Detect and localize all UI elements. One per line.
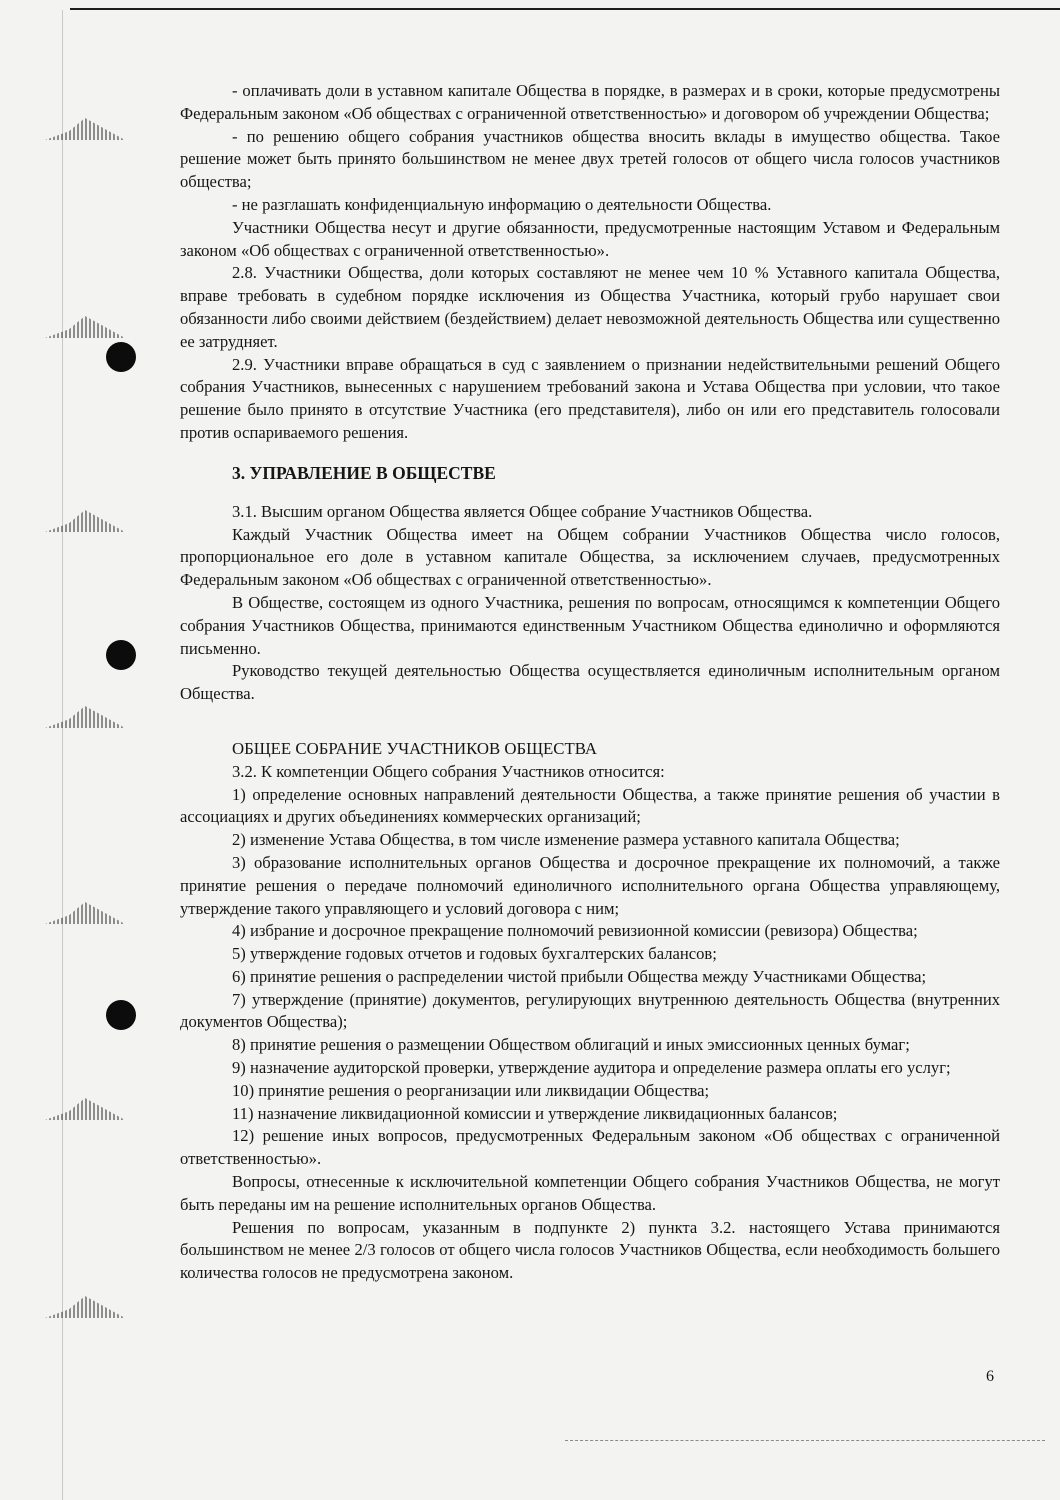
competence-item-11: 11) назначение ликвидационной комиссии и утверждение ликвидационных балансов; [232,1103,838,1123]
obligation-contributions: - по решению общего собрания участников общества вносить вклады в имущество общества. Такое решение может быть принято большинством не менее двух третей голосов от общего числа голосов участников общества; [180,126,1000,192]
punch-hole [106,640,136,670]
voting-majority-rule: Решения по вопросам, указанным в подпункте 2) пункта 3.2. настоящего Устава принимаются большинством не менее 2/3 голосов от общего числа голосов Участников Общества, если необходимость большего количества голосов не предусмотрена законом. [180,1217,1000,1283]
binding-mark [45,510,125,532]
obligation-pay-shares: - оплачивать доли в уставном капитале Общества в порядке, в размерах и в сроки, которые предусмотрены Федеральным законом «Об обществах с ограниченной ответственностью» и договором об учреждении Общества; [180,81,1000,123]
competence-item-1: 1) определение основных направлений деятельности Общества, а также принятие решения об участии в ассоциациях и других объединениях коммерческих организаций; [180,784,1000,827]
other-obligations: Участники Общества несут и другие обязанности, предусмотренные настоящим Уставом и Федеральным законом «Об обществах с ограниченной ответственностью». [180,217,1000,260]
competence-item-5: 5) утверждение годовых отчетов и годовых бухгалтерских балансов; [232,944,717,964]
binding-mark [45,1296,125,1318]
executive-management: Руководство текущей деятельностью Общества осуществляется единоличным исполнительным органом Общества. [180,661,1000,704]
general-assembly-heading: ОБЩЕЕ СОБРАНИЕ УЧАСТНИКОВ ОБЩЕСТВА [232,738,597,758]
page-number: 6 [986,1368,994,1385]
top-rule [70,8,1060,10]
document-body [180,80,1000,1285]
single-participant-rule: В Обществе, состоящем из одного Участника, решения по вопросам, относящимся к компетенции Общего собрания Участников Общества, принимаются единственным Участником Общества единолично и оформляются письменно. [180,592,1000,658]
section-3-heading: 3. УПРАВЛЕНИЕ В ОБЩЕСТВЕ [232,462,496,483]
competence-item-6: 6) принятие решения о распределении чистой прибыли Общества между Участниками Общества; [232,966,927,986]
exclusive-competence-note: Вопросы, отнесенные к исключительной компетенции Общего собрания Участников Общества, не могут быть переданы им на решение исполнительных органов Общества. [180,1172,1000,1214]
binding-mark [45,1098,125,1120]
binding-mark [45,706,125,728]
competence-item-2: 2) изменение Устава Общества, в том числе изменение размера уставного капитала Общества; [232,830,900,850]
binding-mark [45,902,125,924]
clause-3-1: 3.1. Высшим органом Общества является Общее собрание Участников Общества. [232,501,813,521]
competence-item-7: 7) утверждение (принятие) документов, регулирующих внутреннюю деятельность Общества (внутренних документов Общества); [180,989,1000,1032]
competence-item-3: 3) образование исполнительных органов Общества и досрочное прекращение их полномочий, а также принятие решения о передаче полномочий единоличного исполнительного органа Общества управляющему, утверждение такого управляющего и условий договора с ним; [180,852,1000,918]
competence-item-9: 9) назначение аудиторской проверки, утверждение аудитора и определение размера оплаты его услуг; [232,1058,951,1078]
binding-mark [45,118,125,140]
clause-3-2: 3.2. К компетенции Общего собрания Участников относится: [232,761,665,781]
punch-hole [106,1000,136,1030]
clause-2-8: 2.8. Участники Общества, доли которых составляют не менее чем 10 % Уставного капитала Общества, вправе требовать в судебном порядке исключения из Общества Участника, который грубо нарушает свои обязанности либо своими действием (бездействием) делает невозможной деятельность Общества или существенно ее затрудняет. [180,263,1000,351]
obligation-confidentiality: - не разглашать конфиденциальную информацию о деятельности Общества. [232,194,772,214]
binding-mark [45,316,125,338]
left-edge-line [62,10,63,1500]
clause-2-9: 2.9. Участники вправе обращаться в суд с заявлением о признании недействительными решений Общего собрания Участников, вынесенных с нарушением требований закона и Устава Общества при условии, что такое решение было принято в отсутствие Участника (его представителя), либо он или его представитель голосовали против оспариваемого решения. [180,354,1000,442]
competence-item-4: 4) избрание и досрочное прекращение полномочий ревизионной комиссии (ревизора) Общества; [232,921,918,941]
competence-item-10: 10) принятие решения о реорганизации или ликвидации Общества; [232,1080,710,1100]
competence-item-12: 12) решение иных вопросов, предусмотренных Федеральным законом «Об обществах с ограниченной ответственностью». [180,1126,1000,1169]
competence-item-8: 8) принятие решения о размещении Обществом облигаций и иных эмиссионных ценных бумаг; [232,1035,910,1055]
punch-hole [106,342,136,372]
bottom-rule [565,1440,1045,1441]
voting-proportion: Каждый Участник Общества имеет на Общем собрании Участников Общества число голосов, пропорциональное его доле в уставном капитале Общества, за исключением случаев, предусмотренных Федеральным законом «Об обществах с ограниченной ответственностью». [180,524,1000,590]
